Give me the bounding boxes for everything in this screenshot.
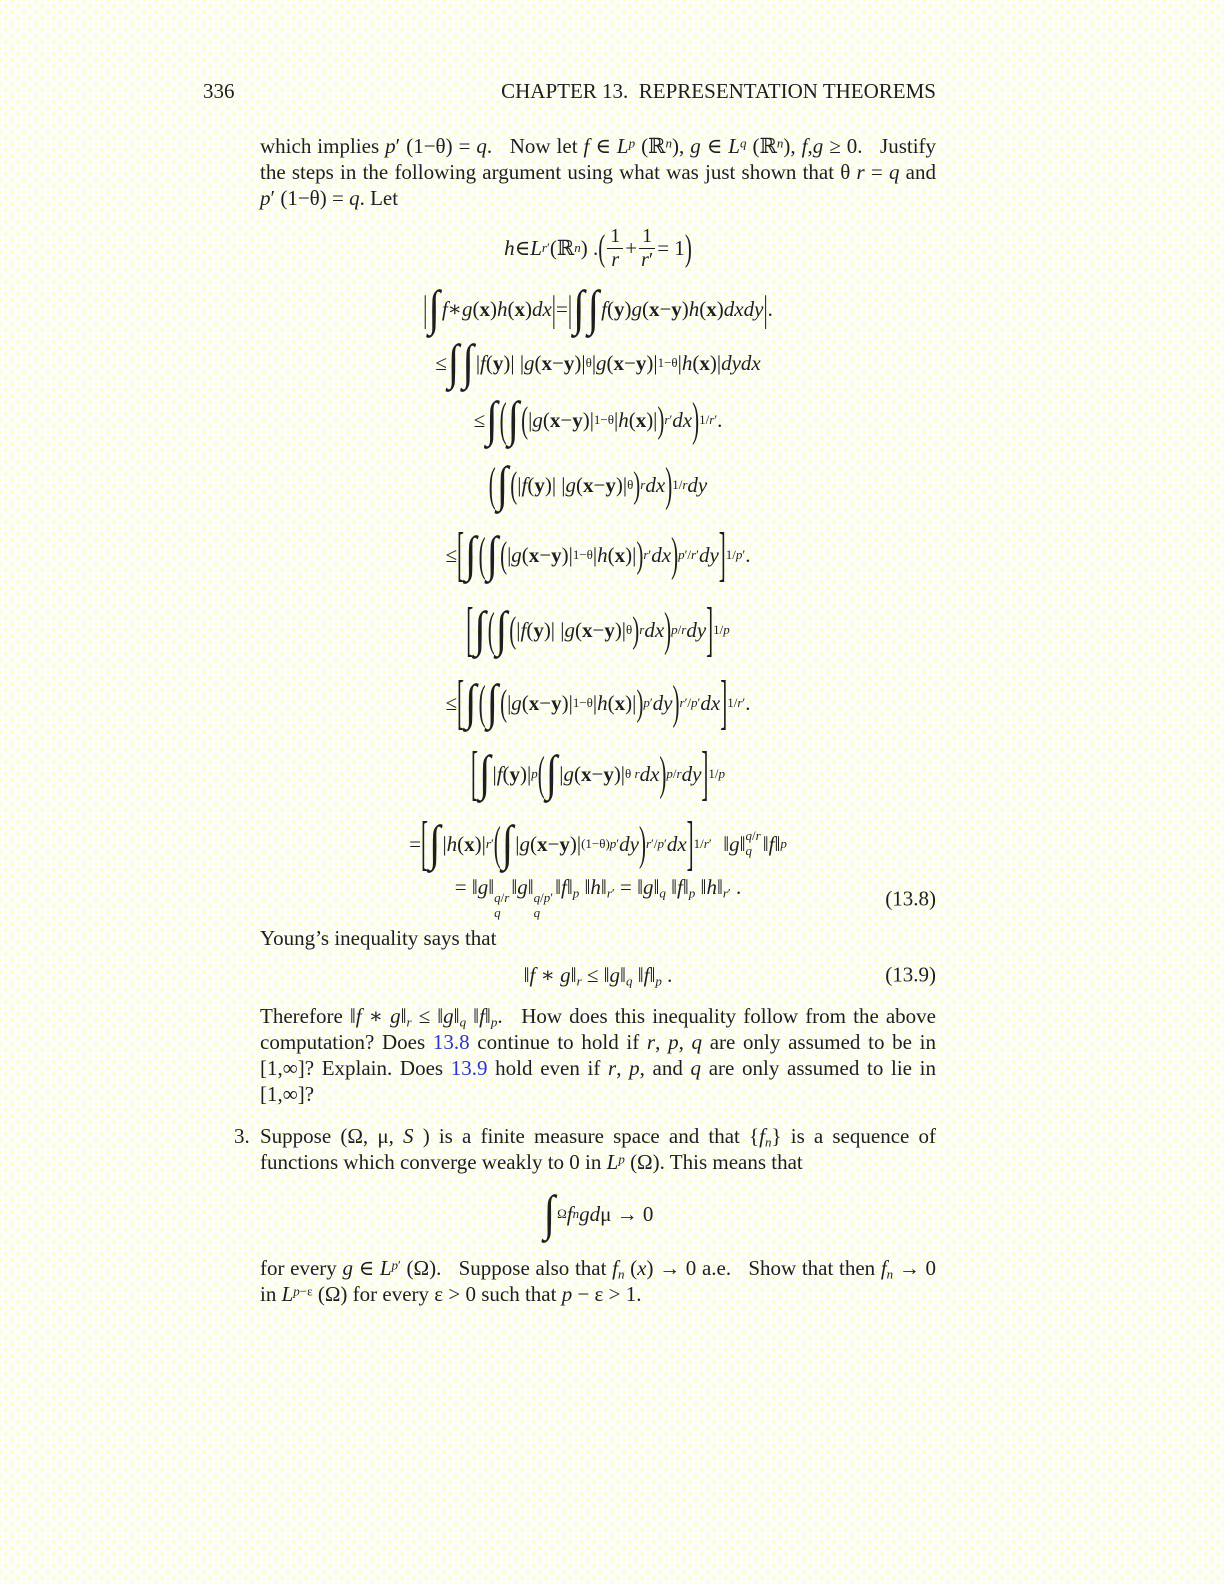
equation-holder-1b: ( ∫ ( | f ( y )| | g ( x − y )| θ ) r dx ) 1/r dy — [488, 456, 708, 513]
equation-split-theta: ≤ ∫ ∫ | f ( y )| | g ( x − y )| θ | g ( x − y )| 1−θ | h ( x )| dydx — [435, 335, 761, 391]
link-13.9[interactable]: 13.9 — [450, 1056, 488, 1080]
equation-final-bracket: = [ ∫ | h ( x )| r′ ( ∫ | g ( x − y )| (1−θ)p′ dy ) r′/p′ dx ] 1/r′ ‖ g ‖ q/r q ‖ f ‖ p — [409, 808, 787, 877]
item2-closing-paragraph: Therefore ‖f ∗ $g‖_r$ ≤ $‖g‖_q$ $‖f‖_p$. How does this inequality follow from the above computation? Does 13.8 continue to hold if r, p, q are only assumed to be in [1,∞]? Explain. Does 13.9 hold even if r, p, and q are only assumed to lie in [1,∞]? — [260, 1004, 937, 1106]
equation-holder-2b: [ ∫ ( ∫ ( | f ( y )| | g ( x − y )| θ ) r dx ) p/r dy ] 1/p — [466, 594, 730, 663]
equation-13-9-body: ‖f ∗ $g‖_r$ ≤ $‖g‖_q$ $‖f‖_p$ . — [523, 962, 673, 989]
page-number: 336 — [203, 79, 235, 103]
equation-minkowski-b: [ ∫ | f ( y )| p ( ∫ | g ( x − y )| θ r dx ) p/r dy ] 1/p — [470, 738, 726, 807]
item-3-closing-paragraph: for every g ∈ $L^{p'}$ (Ω). Suppose also that $f_n$ (x) → 0 a.e. Show that then $f_n \to 0$ in $L^{p-\varepsilon}$ (Ω) for every ε > 0 such that p − ε > 1. — [260, 1256, 937, 1306]
equation-13-9 — [260, 955, 936, 995]
equation-13-8 — [260, 875, 936, 921]
equation-holder-2a: ≤ [ ∫ ( ∫ ( | g ( x − y )| 1−θ | h ( x )| ) r′ dx ) p′/r′ dy ] 1/p′ . — [445, 519, 751, 588]
text-column — [234, 133, 937, 1307]
link-13.8[interactable]: 13.8 — [432, 1030, 470, 1054]
equation-number-13-9: (13.9) — [885, 962, 936, 987]
item-3-paragraph: Suppose (Ω, μ, S ) is a finite measure space and that $\{f_n\}$ is a sequence of functions which converge weakly to 0 in $L^p$ (Ω). This means that — [260, 1124, 936, 1174]
item2-intro-paragraph: which implies p′ (1−θ) = q. Now let f ∈ $L^p$ (ℝ$^n$), g ∈ $L^q$ (ℝ$^n$), f,g ≥ 0. Justify the steps in the following argument using what was just shown that θ r = q and p′ (1−θ) = q. Let — [260, 134, 937, 210]
equation-convolution: | ∫ f ∗ g ( x ) h ( x ) dx | = | ∫ ∫ f ( y ) g ( x − y ) h ( x ) dxdy | . — [423, 281, 773, 337]
equation-h-in-Lr: h ∈ L r′ (ℝ n ) . ( 1 r + 1 r′ = 1 ) — [504, 225, 692, 271]
exercise-item-3 — [234, 1123, 937, 1307]
equation-weak-convergence: ∫ Ω f n gd μ → 0 — [543, 1186, 654, 1242]
equation-13-8-body: = ‖g‖ q/r q ‖g‖ q/p′ q $‖f‖_p$ $‖h‖_{r'}$ = $‖g‖_q$ $‖f‖_p$ $‖h‖_{r'}$ . — [454, 875, 742, 921]
young-inequality-text: Young’s inequality says that — [260, 926, 497, 950]
page-header — [203, 78, 936, 104]
equation-number-13-8: (13.8) — [885, 886, 936, 911]
chapter-header: CHAPTER 13. REPRESENTATION THEOREMS — [501, 79, 936, 103]
equation-holder-1a: ≤ ∫ ( ∫ ( | g ( x − y )| 1−θ | h ( x )| ) r′ dx ) 1/r′ . — [473, 391, 723, 448]
item-3-number: 3. — [234, 1124, 250, 1148]
equation-minkowski-a: ≤ [ ∫ ( ∫ ( | g ( x − y )| 1−θ | h ( x )| ) p′ dy ) r′/p′ dx ] 1/r′ . — [445, 667, 751, 736]
